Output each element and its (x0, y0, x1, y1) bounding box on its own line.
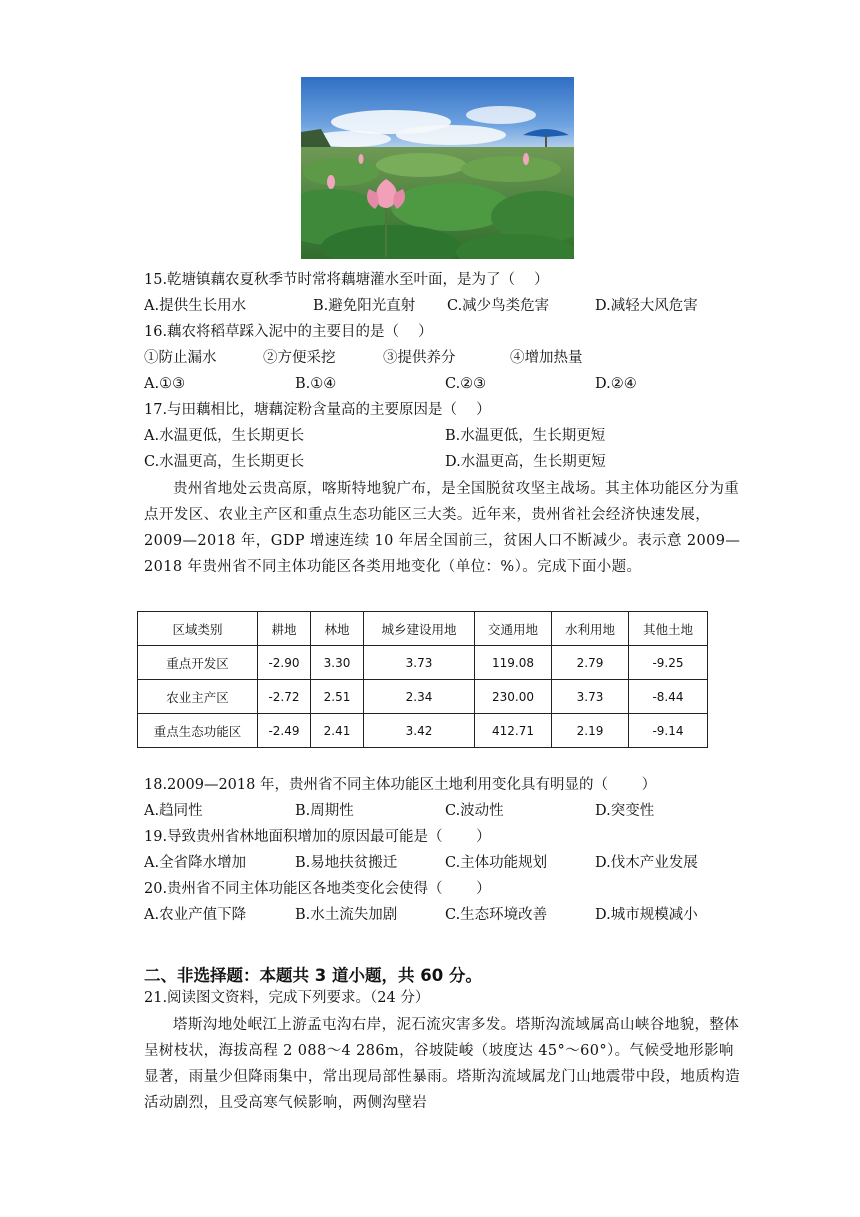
question-18-stem: 18.2009—2018 年，贵州省不同主体功能区土地利用变化具有明显的（ ） (144, 777, 657, 793)
q20-option-a: A.农业产值下降 (144, 907, 247, 923)
table-cell: 412.71 (475, 714, 552, 748)
table-cell: 119.08 (475, 646, 552, 680)
table-cell: 3.73 (364, 646, 475, 680)
q16-option-d: D.②④ (595, 376, 637, 392)
question-21-stem: 21.阅读图文资料，完成下列要求。（24 分） (144, 990, 430, 1006)
table-cell: -2.90 (258, 646, 311, 680)
table-cell-region: 重点生态功能区 (138, 714, 258, 748)
question-20-stem: 20.贵州省不同主体功能区各地类变化会使得（ ） (144, 881, 491, 897)
q15-option-a: A.提供生长用水 (144, 298, 247, 314)
q16-item-4: ④增加热量 (510, 350, 583, 366)
table-row (138, 714, 708, 748)
table-cell: -9.25 (629, 646, 708, 680)
table-header-cell: 交通用地 (475, 612, 552, 646)
q16-option-b: B.①④ (295, 376, 337, 392)
table-cell: -9.14 (629, 714, 708, 748)
question-16-stem: 16.藕农将稻草踩入泥中的主要目的是（ ） (144, 324, 433, 340)
table-cell: -2.72 (258, 680, 311, 714)
q19-option-c: C.主体功能规划 (445, 855, 548, 871)
q19-option-a: A.全省降水增加 (144, 855, 247, 871)
table-header-row (138, 612, 708, 646)
q17-option-d: D.水温更高，生长期更短 (445, 454, 606, 470)
table-header-cell: 城乡建设用地 (364, 612, 475, 646)
q20-option-c: C.生态环境改善 (445, 907, 548, 923)
table-header-cell: 林地 (311, 612, 364, 646)
guizhou-passage: 贵州省地处云贵高原，喀斯特地貌广布，是全国脱贫攻坚主战场。其主体功能区分为重点开发区、农业主产区和重点生态功能区三大类。近年来，贵州省社会经济快速发展，2009—2018 年，GDP 增速连续 10 年居全国前三，贫困人口不断减少。表示意 2009—2018 年贵州省不同主体功能区各类用地变化（单位：%）。完成下面小题。 (144, 481, 741, 575)
table-row (138, 646, 708, 680)
q16-item-1: ①防止漏水 (144, 350, 217, 366)
question-19-stem: 19.导致贵州省林地面积增加的原因最可能是（ ） (144, 829, 491, 845)
table-cell-region: 农业主产区 (138, 680, 258, 714)
table-cell: -2.49 (258, 714, 311, 748)
table-header-cell: 水利用地 (552, 612, 629, 646)
table-cell: 2.51 (311, 680, 364, 714)
question-17-stem: 17.与田藕相比，塘藕淀粉含量高的主要原因是（ ） (144, 402, 491, 418)
q18-option-c: C.波动性 (445, 803, 504, 819)
table-cell-region: 重点开发区 (138, 646, 258, 680)
q16-option-a: A.①③ (144, 376, 186, 392)
q20-option-b: B.水土流失加剧 (295, 907, 398, 923)
q17-option-b: B.水温更低，生长期更短 (445, 428, 606, 444)
table-cell: 2.19 (552, 714, 629, 748)
q18-option-b: B.周期性 (295, 803, 354, 819)
q17-option-c: C.水温更高，生长期更长 (144, 454, 305, 470)
table-cell: 2.41 (311, 714, 364, 748)
lotus-pond-photo (301, 77, 574, 259)
table-header-cell: 耕地 (258, 612, 311, 646)
q15-option-c: C.减少鸟类危害 (447, 298, 550, 314)
table-cell: -8.44 (629, 680, 708, 714)
q18-option-d: D.突变性 (595, 803, 655, 819)
table-header-cell: 区域类别 (138, 612, 258, 646)
table-cell: 230.00 (475, 680, 552, 714)
table-cell: 3.73 (552, 680, 629, 714)
table-cell: 2.34 (364, 680, 475, 714)
q19-option-d: D.伐木产业发展 (595, 855, 698, 871)
table-cell: 3.42 (364, 714, 475, 748)
q19-option-b: B.易地扶贫搬迁 (295, 855, 398, 871)
q17-option-a: A.水温更低，生长期更长 (144, 428, 305, 444)
tasigou-passage: 塔斯沟地处岷江上游孟屯沟右岸，泥石流灾害多发。塔斯沟流域属高山峡谷地貌，整体呈树枝状，海拔高程 2 088～4 286m，谷坡陡峻（坡度达 45°～60°）。气候受地形影响显著，雨量少但降雨集中，常出现局部性暴雨。塔斯沟流域属龙门山地震带中段，地质构造活动剧烈，且受高寒气候影响，两侧沟壁岩 (144, 1017, 740, 1111)
q16-item-3: ③提供养分 (383, 350, 456, 366)
q15-option-d: D.减轻大风危害 (595, 298, 698, 314)
question-15-stem: 15.乾塘镇藕农夏秋季节时常将藕塘灌水至叶面，是为了（ ） (144, 272, 549, 288)
table-cell: 3.30 (311, 646, 364, 680)
table-header-cell: 其他土地 (629, 612, 708, 646)
q18-option-a: A.趋同性 (144, 803, 203, 819)
land-use-change-table (137, 611, 708, 748)
q16-item-2: ②方便采挖 (263, 350, 336, 366)
table-cell: 2.79 (552, 646, 629, 680)
table-row (138, 680, 708, 714)
section-2-heading: 二、非选择题：本题共 3 道小题，共 60 分。 (144, 966, 482, 985)
q20-option-d: D.城市规模减小 (595, 907, 698, 923)
q15-option-b: B.避免阳光直射 (313, 298, 416, 314)
q16-option-c: C.②③ (445, 376, 487, 392)
